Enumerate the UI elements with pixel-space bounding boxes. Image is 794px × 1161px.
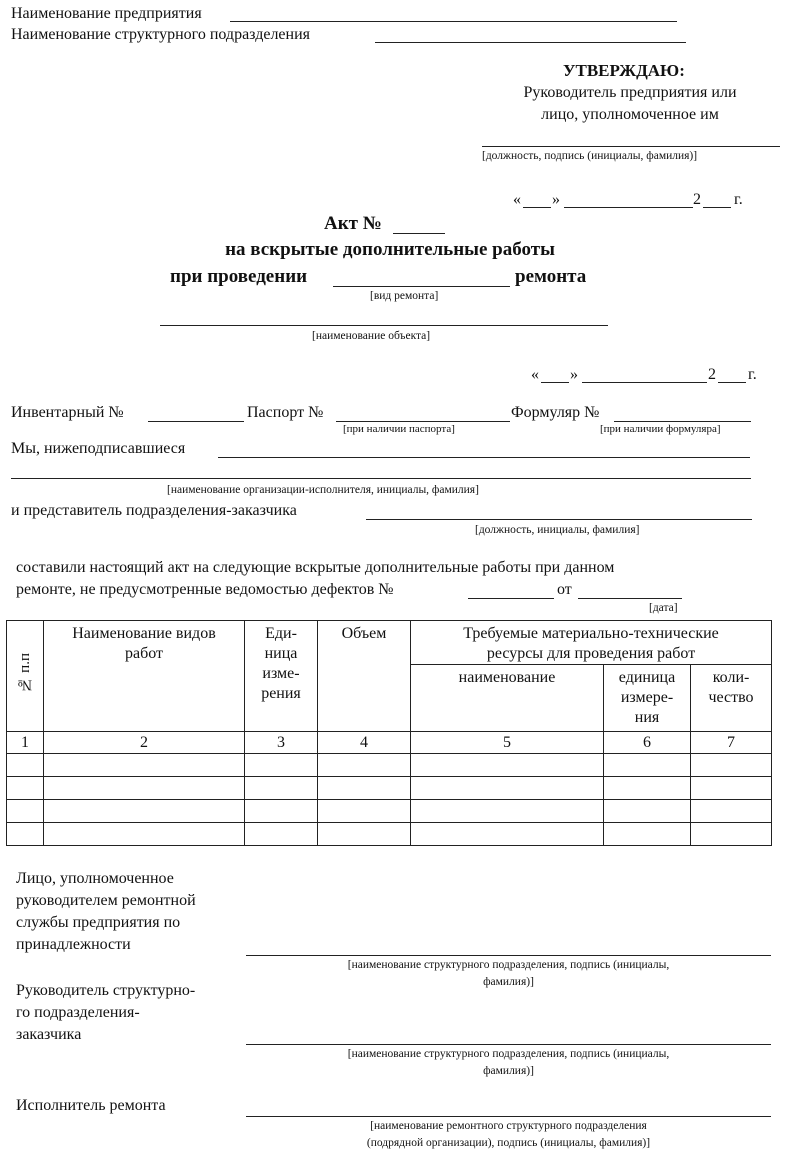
- hint1-line1: [наименование структурного подразделения, подпись (инициалы,: [347, 959, 670, 971]
- position-hint: [должность, инициалы, фамилия]: [475, 524, 640, 536]
- inventory-label: Инвентарный №: [11, 404, 124, 421]
- approval-line1: Руководитель предприятия или: [523, 84, 737, 101]
- act-number-field[interactable]: [393, 233, 445, 234]
- approval-year-field[interactable]: [703, 207, 731, 208]
- col-number: 2: [44, 732, 245, 754]
- head-line1: Руководитель структурно-: [16, 982, 196, 999]
- col-num-header: № п.п: [7, 621, 44, 732]
- division-label: Наименование структурного подразделения: [11, 26, 311, 43]
- form-label: Формуляр №: [511, 404, 600, 421]
- col-works-header: Наименование видов работ: [44, 621, 245, 732]
- repair-type-field[interactable]: [333, 286, 510, 287]
- passport-label: Паспорт №: [247, 404, 324, 421]
- person-sign-field[interactable]: [246, 955, 771, 956]
- approval-year-prefix: 2: [693, 191, 701, 208]
- approval-line2: лицо, уполномоченное им: [541, 106, 719, 123]
- table-row[interactable]: [7, 754, 772, 777]
- act-year-suffix: г.: [748, 366, 757, 383]
- org-hint: [наименование организации-исполнителя, инициалы, фамилия]: [167, 484, 479, 496]
- approval-date-open: «: [513, 191, 521, 208]
- object-hint: [наименование объекта]: [312, 330, 431, 342]
- head-sign-field[interactable]: [246, 1044, 771, 1045]
- person-line1: Лицо, уполномоченное: [16, 870, 174, 887]
- approval-month-field[interactable]: [564, 207, 693, 208]
- act-day-field[interactable]: [541, 382, 569, 383]
- col-number: 4: [318, 732, 411, 754]
- enterprise-field[interactable]: [230, 21, 677, 22]
- statement-line1: составили настоящий акт на следующие вскрытые дополнительные работы при данном: [16, 559, 615, 576]
- approval-title: УТВЕРЖДАЮ:: [563, 61, 685, 80]
- customer-rep-label: и представитель подразделения-заказчика: [11, 502, 297, 519]
- person-line2: руководителем ремонтной: [16, 892, 196, 909]
- col-volume-header: Объем: [318, 621, 411, 732]
- person-line3: службы предприятия по: [16, 914, 181, 931]
- col-unit-header: Еди- ница изме- рения: [245, 621, 318, 732]
- hint3-line2: (подрядной организации), подпись (инициалы, фамилия)]: [366, 1137, 651, 1149]
- inventory-field[interactable]: [148, 421, 244, 422]
- act-month-field[interactable]: [582, 382, 707, 383]
- act-year-prefix: 2: [708, 366, 716, 383]
- defects-number-field[interactable]: [468, 598, 554, 599]
- col-resources-header: Требуемые материально-технические ресурсы для проведения работ: [411, 621, 772, 665]
- statement-line2-mid: от: [557, 581, 572, 598]
- passport-field[interactable]: [336, 421, 510, 422]
- enterprise-label: Наименование предприятия: [11, 5, 202, 22]
- act-line3-suffix: ремонта: [515, 266, 587, 287]
- table-row[interactable]: [7, 800, 772, 823]
- act-year-field[interactable]: [718, 382, 746, 383]
- col-number: 7: [691, 732, 772, 754]
- customer-rep-field[interactable]: [366, 519, 752, 520]
- table-row[interactable]: [7, 823, 772, 846]
- col-number: 5: [411, 732, 604, 754]
- passport-hint: [при наличии паспорта]: [343, 423, 455, 435]
- person-line4: принадлежности: [16, 936, 131, 953]
- sub-qty-header: коли- чество: [691, 665, 772, 732]
- form-field[interactable]: [614, 421, 751, 422]
- sub-name-header: наименование: [411, 665, 604, 732]
- we-field-2[interactable]: [11, 478, 751, 479]
- form-hint: [при наличии формуляра]: [600, 423, 721, 435]
- head-line2: го подразделения-: [16, 1004, 140, 1021]
- approval-year-suffix: г.: [734, 191, 743, 208]
- col-number: 1: [7, 732, 44, 754]
- statement-line2-prefix: ремонте, не предусмотренные ведомостью дефектов №: [16, 581, 394, 598]
- hint1-line2: фамилия)]: [483, 976, 534, 988]
- hint3-line1: [наименование ремонтного структурного подразделения: [370, 1120, 647, 1132]
- act-date-open: «: [531, 366, 539, 383]
- table-row[interactable]: [7, 777, 772, 800]
- col-number: 3: [245, 732, 318, 754]
- col-number: 6: [604, 732, 691, 754]
- hint2-line2: фамилия)]: [483, 1065, 534, 1077]
- approval-day-field[interactable]: [523, 207, 551, 208]
- object-field[interactable]: [160, 325, 608, 326]
- sub-unit-header: единица измере- ния: [604, 665, 691, 732]
- executor-sign-field[interactable]: [246, 1116, 771, 1117]
- defects-date-field[interactable]: [578, 598, 682, 599]
- act-title: Акт №: [324, 213, 382, 234]
- act-subtitle: на вскрытые дополнительные работы: [225, 239, 555, 260]
- approval-sign-hint: [должность, подпись (инициалы, фамилия)]: [482, 150, 698, 162]
- we-field[interactable]: [218, 457, 750, 458]
- act-line3-prefix: при проведении: [170, 266, 308, 287]
- column-numbers-row: [7, 732, 772, 754]
- act-date-close: »: [570, 366, 578, 383]
- we-label: Мы, нижеподписавшиеся: [11, 440, 186, 457]
- works-table: [6, 620, 772, 846]
- approval-sign-field[interactable]: [482, 146, 780, 147]
- division-field[interactable]: [375, 42, 686, 43]
- hint2-line1: [наименование структурного подразделения, подпись (инициалы,: [347, 1048, 670, 1060]
- repair-type-hint: [вид ремонта]: [370, 290, 439, 302]
- date-hint: [дата]: [649, 602, 678, 614]
- executor-label: Исполнитель ремонта: [16, 1097, 166, 1114]
- head-line3: заказчика: [16, 1026, 82, 1043]
- approval-date-close: »: [552, 191, 560, 208]
